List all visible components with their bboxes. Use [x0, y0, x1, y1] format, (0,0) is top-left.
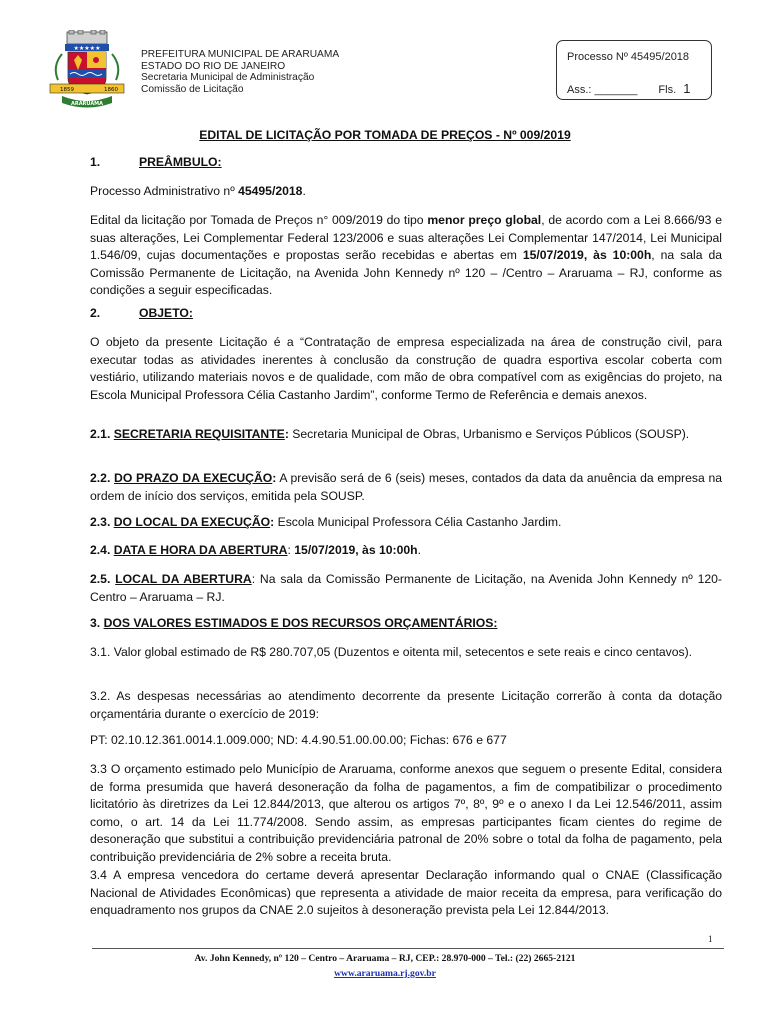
- process-admin-paragraph: [90, 183, 722, 201]
- subsection-label: DO LOCAL DA EXECUÇÃO: [113, 515, 271, 529]
- section-number: 1.: [90, 155, 101, 169]
- organization-header: [141, 49, 339, 95]
- text-run: .: [417, 543, 421, 557]
- signature-line: [567, 81, 690, 96]
- subsection-2-3: [90, 514, 722, 532]
- subsection-number: 2.4.: [90, 543, 114, 557]
- text-run: Processo Administrativo nº: [90, 184, 239, 198]
- subsection-2-5: [90, 571, 722, 606]
- budget-codes: PT: 02.10.12.361.0014.1.009.000; ND: 4.4.90.51.00.00.00; Fichas: 676 e 677: [90, 733, 507, 747]
- section-3-heading: [90, 615, 722, 633]
- municipal-crest-icon: [48, 30, 126, 110]
- subsection-text: Secretaria Municipal de Obras, Urbanismo e Serviços Públicos (SOUSP).: [288, 427, 690, 441]
- paragraph-3-2: 3.2. As despesas necessárias ao atendimento decorrente da presente Licitação correrão à conta da dotação orçamentária durante o exercício de 2019:: [90, 689, 722, 721]
- opening-date: 15/07/2019, às 10:00h: [522, 248, 652, 263]
- section-title: DOS VALORES ESTIMADOS E DOS RECURSOS ORÇAMENTÁRIOS:: [103, 616, 498, 630]
- colon: :: [251, 572, 256, 586]
- subsection-number: 2.2.: [90, 471, 115, 485]
- subsection-text: A previsão será de 6 (seis) meses, contados da data da anuência da empresa na ordem de início dos serviços, emitida pela SOUSP.: [90, 471, 722, 503]
- org-line-comissao: Comissão de Licitação: [141, 83, 244, 95]
- section-number: 2.: [90, 306, 101, 320]
- text-run: Edital da licitação por Tomada de Preços n° 009/2019 do tipo: [90, 213, 428, 227]
- subsection-label: SECRETARIA REQUISITANTE: [113, 427, 285, 441]
- section-number: 3.: [90, 616, 104, 630]
- subsection-2-2: [90, 470, 722, 505]
- bold-run: menor preço global: [427, 213, 542, 227]
- subsection-number: 2.1.: [90, 427, 114, 441]
- colon: :: [287, 543, 295, 557]
- text-run: , na sala da Comissão Permanente de Licitação, na Avenida John Kennedy nº 120 – /Centro – Araruama – RJ, conforme as condições a seguir especificadas.: [90, 248, 723, 298]
- fls-number: 1: [683, 81, 691, 96]
- footer-divider: [92, 948, 724, 949]
- subsection-label: DO PRAZO DA EXECUÇÃO: [114, 471, 273, 485]
- subsection-text: Na sala da Comissão Permanente de Licitação, na Avenida John Kennedy nº 120- Centro – Araruama – RJ.: [90, 572, 722, 604]
- org-line-estado: ESTADO DO RIO DE JANEIRO: [141, 60, 286, 72]
- colon: :: [272, 471, 277, 485]
- footer-website-link[interactable]: www.araruama.rj.gov.br: [334, 968, 436, 979]
- colon: :: [270, 515, 275, 529]
- subsection-text: Escola Municipal Professora Célia Castanho Jardim.: [274, 515, 562, 529]
- crest-year-left: 1859: [60, 87, 74, 93]
- process-number: Processo Nº 45495/2018: [567, 51, 690, 63]
- subsection-number: 2.3.: [90, 515, 114, 529]
- ass-label: Ass.: _______: [567, 84, 638, 96]
- process-admin-number: 45495/2018: [238, 184, 303, 198]
- section-title: OBJETO:: [139, 306, 193, 320]
- objeto-paragraph: O objeto da presente Licitação é a “Contratação de empresa especializada na área de construção civil, para executar todas as atividades inerentes à conclusão da construção de quadra esportiva escolar coberta com vestiário, utilizando materiais novos e de qualidade, com mão de obra compatível com as exigências do projeto, na Escola Municipal Professora Célia Castanho Jardim”, conforme Termo de Referência e demais anexos.: [90, 335, 722, 402]
- fls-label: Fls.: [658, 84, 677, 96]
- section-2-heading: [90, 306, 193, 320]
- subsection-number: 2.5.: [90, 572, 116, 586]
- subsection-2-1: [90, 426, 722, 444]
- subsection-label: LOCAL DA ABERTURA: [115, 572, 252, 586]
- section-1-heading: [90, 155, 222, 169]
- subsection-label: DATA E HORA DA ABERTURA: [113, 543, 288, 557]
- opening-datetime: 15/07/2019, às 10:00h: [294, 543, 418, 557]
- org-line-secretaria: Secretaria Municipal de Administração: [141, 72, 315, 84]
- subsection-2-4: [90, 542, 722, 560]
- org-line-prefeitura: PREFEITURA MUNICIPAL DE ARARUAMA: [141, 49, 340, 60]
- section-title: PREÂMBULO:: [139, 155, 222, 169]
- text-run: .: [302, 184, 306, 198]
- svg-text:★★★★★: ★★★★★: [73, 45, 101, 52]
- edital-paragraph: [90, 212, 722, 300]
- paragraph-3-4: 3.4 A empresa vencedora do certame deverá apresentar Declaração informando qual o CNAE (Classificação Nacional de Atividades Econômicas) que representa a atividade de maior receita da empresa, para verificação do enquadramento nos grupos da CNAE 2.0 sujeitos à desoneração prevista pela Lei 12.844/2013.: [90, 868, 722, 918]
- crest-motto: ARARUAMA: [70, 101, 104, 107]
- text-run: , de acordo com a Lei 8.666/93 e suas alterações, Lei Complementar Federal 123/2006 e suas alterações Lei Complementar 147/2014, Lei Municipal 1.546/09, cujas documentações e propostas serão recebidas e abertas em: [90, 213, 722, 263]
- paragraph-3-1: 3.1. Valor global estimado de R$ 280.707,05 (Duzentos e oitenta mil, setecentos e sete reais e cinco centavos).: [90, 645, 693, 659]
- document-title: EDITAL DE LICITAÇÃO POR TOMADA DE PREÇOS - Nº 009/2019: [199, 128, 571, 142]
- process-stamp-box: [556, 40, 712, 100]
- footer-address: Av. John Kennedy, nº 120 – Centro – Araruama – RJ, CEP.: 28.970-000 – Tel.: (22) 2665-2121: [194, 953, 576, 964]
- crest-year-right: 1860: [104, 87, 118, 93]
- page-number: 1: [708, 934, 713, 944]
- paragraph-3-3: 3.3 O orçamento estimado pelo Município de Araruama, conforme anexos que seguem o presente Edital, considera de forma presumida que haverá desoneração da folha de pagamentos, a fim de compatibilizar o procedimento licitatório às diretrizes da Lei 12.844/2013, que alterou os artigos 7º, 8º, 9º e o anexo I da Lei 12.546/2011, assim como, o art. 14 da Lei 11.774/2008. Sendo assim, as empresas participantes ficam cientes do regime de desoneração que substitui a contribuição previdenciária patronal de 20% sobre o total da folha de pagamento, pela contribuição previdenciária de 2% sobre a receita bruta.: [90, 762, 722, 864]
- colon: :: [284, 427, 289, 441]
